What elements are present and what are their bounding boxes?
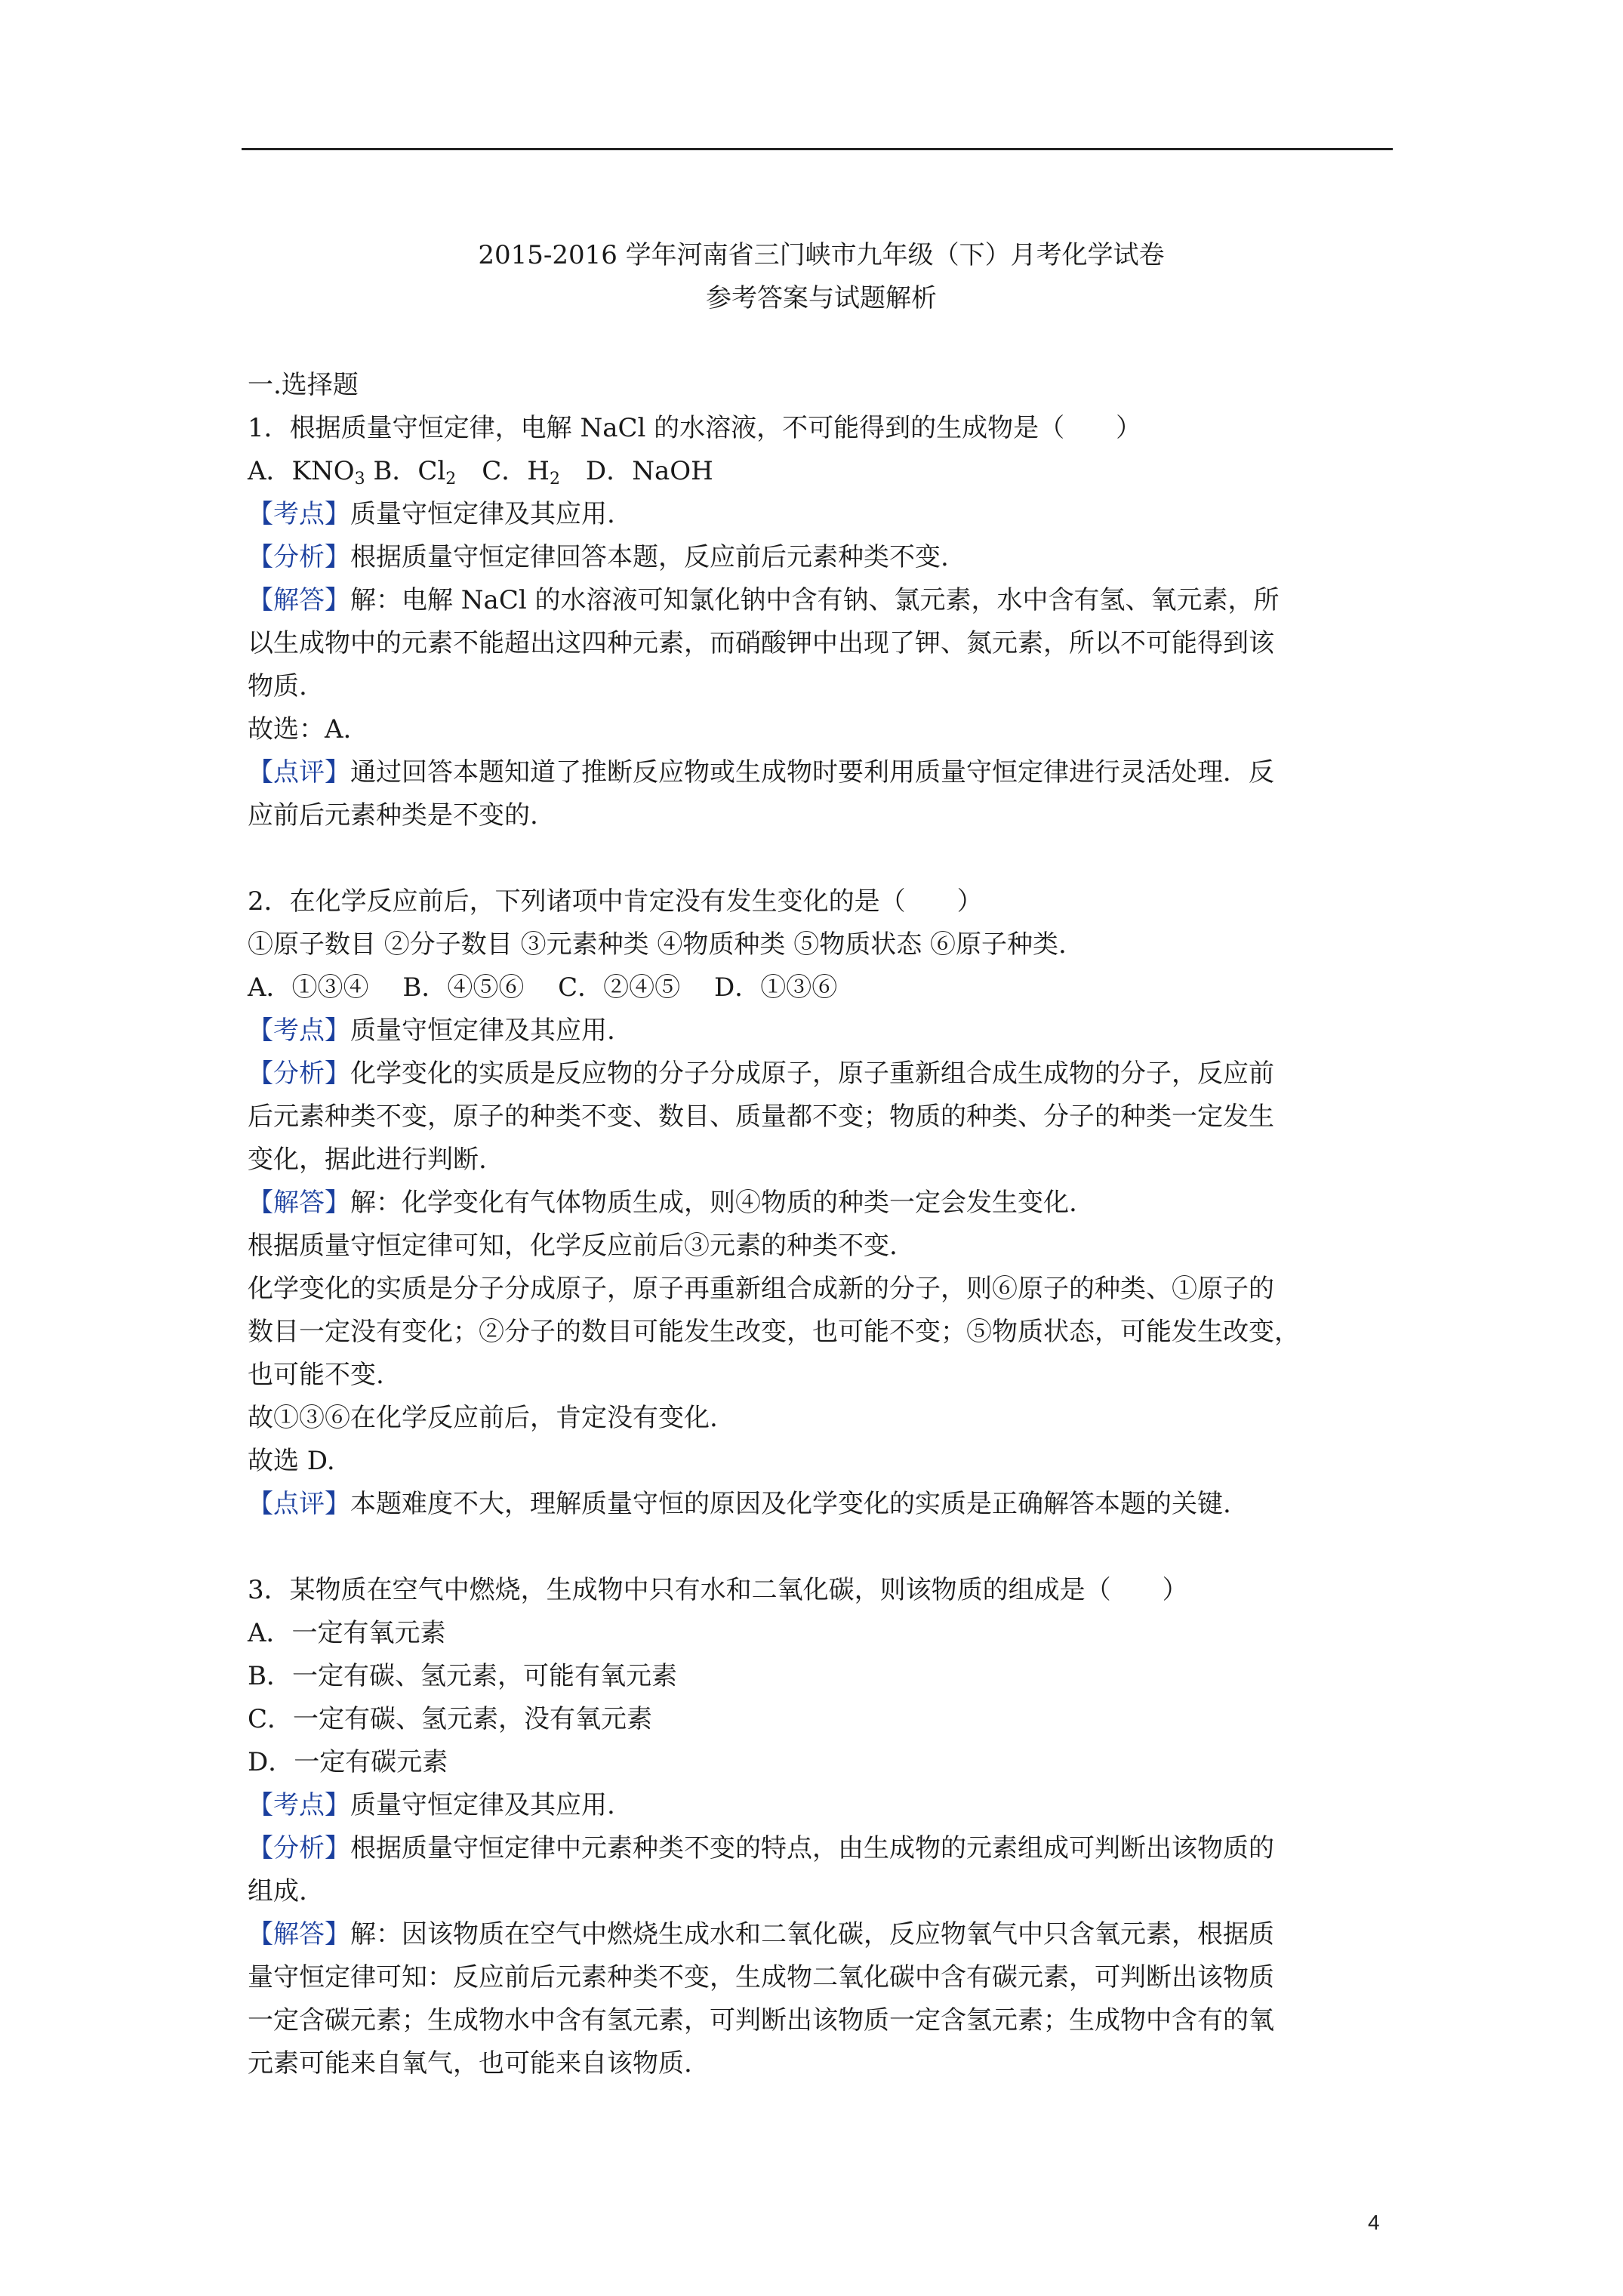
q1-jieda-line-1: 解：电解 NaCl 的水溶液可知氯化钠中含有钠、氯元素，水中含有氢、氧元素，所 xyxy=(350,585,1280,615)
q2-kaodian-text: 质量守恒定律及其应用. xyxy=(350,1015,615,1046)
section-heading: 一.选择题 xyxy=(248,370,359,400)
q3-option-b: B．一定有碳、氢元素，可能有氧元素 xyxy=(248,1661,677,1691)
q2-fenxi-line-1: 化学变化的实质是反应物的分子分成原子，原子重新组合成生成物的分子，反应前 xyxy=(350,1059,1274,1089)
q1-option-b: B．Cl xyxy=(365,456,446,486)
q1-option-a-subscript: 3 xyxy=(354,470,365,488)
q1-jieda-line-3: 物质. xyxy=(248,671,307,701)
q2-jieda-line-1: 解：化学变化有气体物质生成，则④物质的种类一定会发生变化. xyxy=(350,1188,1077,1218)
q2-answer: 故选 D. xyxy=(248,1446,335,1476)
fenxi-label: 【分析】 xyxy=(248,542,350,572)
jieda-label: 【解答】 xyxy=(248,585,350,615)
question-spacer xyxy=(248,837,1395,880)
q2-fenxi-line-3: 变化，据此进行判断. xyxy=(248,1145,487,1175)
jieda-label: 【解答】 xyxy=(248,1188,350,1218)
q1-option-c-subscript: 2 xyxy=(549,470,560,488)
q2-jieda-line-6: 故①③⑥在化学反应前后，肯定没有变化. xyxy=(248,1403,718,1433)
q1-option-b-subscript: 2 xyxy=(445,470,457,488)
q1-kaodian-text: 质量守恒定律及其应用. xyxy=(350,499,615,529)
jieda-label: 【解答】 xyxy=(248,1919,350,1949)
dianping-label: 【点评】 xyxy=(248,757,350,787)
page-number: 4 xyxy=(1368,2211,1380,2234)
q3-fenxi-line-1: 根据质量守恒定律中元素种类不变的特点，由生成物的元素组成可判断出该物质的 xyxy=(350,1833,1274,1863)
q3-fenxi-line-2: 组成. xyxy=(248,1876,307,1906)
q3-option-d: D．一定有碳元素 xyxy=(248,1747,448,1777)
fenxi-label: 【分析】 xyxy=(248,1059,350,1089)
q1-fenxi xyxy=(248,536,1395,579)
title-block xyxy=(248,234,1395,320)
q1-answer: 故选：A. xyxy=(248,714,352,744)
q2-items: ①原子数目 ②分子数目 ③元素种类 ④物质种类 ⑤物质状态 ⑥原子种类. xyxy=(248,929,1067,960)
q3-jieda-line-4: 元素可能来自氧气，也可能来自该物质. xyxy=(248,2048,692,2079)
q3-fenxi xyxy=(248,1827,1395,1870)
q2-dianping xyxy=(248,1483,1395,1526)
kaodian-label: 【考点】 xyxy=(248,1790,350,1820)
q1-jieda-line-2: 以生成物中的元素不能超出这四种元素，而硝酸钾中出现了钾、氮元素，所以不可能得到该 xyxy=(248,628,1274,658)
q2-jieda-line-5: 也可能不变. xyxy=(248,1360,384,1390)
document-title: 2015-2016 学年河南省三门峡市九年级（下）月考化学试卷 xyxy=(478,240,1165,270)
q2-jieda-line-3: 化学变化的实质是分子分成原子，原子再重新组合成新的分子，则⑥原子的种类、①原子的 xyxy=(248,1274,1274,1304)
q1-option-c: C．H xyxy=(456,456,550,486)
fenxi-label: 【分析】 xyxy=(248,1833,350,1863)
q2-jieda-line-2: 根据质量守恒定律可知，化学反应前后③元素的种类不变. xyxy=(248,1231,898,1261)
kaodian-label: 【考点】 xyxy=(248,1015,350,1046)
q1-dianping-line-2: 应前后元素种类是不变的. xyxy=(248,800,538,831)
header-rule xyxy=(242,148,1393,150)
q3-jieda-line-2: 量守恒定律可知：反应前后元素种类不变，生成物二氧化碳中含有碳元素，可判断出该物质 xyxy=(248,1962,1274,1992)
q3-jieda-line-3: 一定含碳元素；生成物水中含有氢元素，可判断出该物质一定含氢元素；生成物中含有的氧 xyxy=(248,2005,1274,2036)
q1-kaodian xyxy=(248,493,1395,536)
q1-jieda xyxy=(248,579,1395,622)
q1-dianping-line-1: 通过回答本题知道了推断反应物或生成物时要利用质量守恒定律进行灵活处理．反 xyxy=(350,757,1274,787)
q1-options xyxy=(248,450,1395,493)
q1-dianping xyxy=(248,751,1395,794)
q3-jieda xyxy=(248,1913,1395,1956)
q2-kaodian xyxy=(248,1009,1395,1052)
q3-stem: 3．某物质在空气中燃烧，生成物中只有水和二氧化碳，则该物质的组成是（ ） xyxy=(248,1575,1188,1605)
document-body xyxy=(248,234,1395,2085)
q3-option-c: C．一定有碳、氢元素，没有氧元素 xyxy=(248,1704,653,1734)
q2-fenxi xyxy=(248,1052,1395,1096)
question-spacer xyxy=(248,1526,1395,1569)
q2-options: A．①③④ B．④⑤⑥ C．②④⑤ D．①③⑥ xyxy=(248,972,838,1003)
q1-option-d: D．NaOH xyxy=(559,456,713,486)
q3-option-a: A．一定有氧元素 xyxy=(248,1618,446,1648)
q3-kaodian xyxy=(248,1784,1395,1827)
q1-option-a: A．KNO xyxy=(248,456,355,486)
q1-fenxi-text: 根据质量守恒定律回答本题，反应前后元素种类不变. xyxy=(350,542,949,572)
q2-dianping-text: 本题难度不大，理解质量守恒的原因及化学变化的实质是正确解答本题的关键. xyxy=(350,1489,1231,1519)
q2-jieda xyxy=(248,1182,1395,1225)
q2-stem: 2．在化学反应前后，下列诸项中肯定没有发生变化的是（ ） xyxy=(248,886,983,917)
q3-kaodian-text: 质量守恒定律及其应用. xyxy=(350,1790,615,1820)
kaodian-label: 【考点】 xyxy=(248,499,350,529)
q2-jieda-line-4: 数目一定没有变化；②分子的数目可能发生改变，也可能不变；⑤物质状态，可能发生改变， xyxy=(248,1317,1300,1347)
q3-jieda-line-1: 解：因该物质在空气中燃烧生成水和二氧化碳，反应物氧气中只含氧元素，根据质 xyxy=(350,1919,1274,1949)
q1-stem: 1．根据质量守恒定律，电解 NaCl 的水溶液，不可能得到的生成物是（ ） xyxy=(248,413,1142,443)
document-subtitle: 参考答案与试题解析 xyxy=(706,283,937,313)
q2-fenxi-line-2: 后元素种类不变，原子的种类不变、数目、质量都不变；物质的种类、分子的种类一定发生 xyxy=(248,1102,1274,1132)
dianping-label: 【点评】 xyxy=(248,1489,350,1519)
